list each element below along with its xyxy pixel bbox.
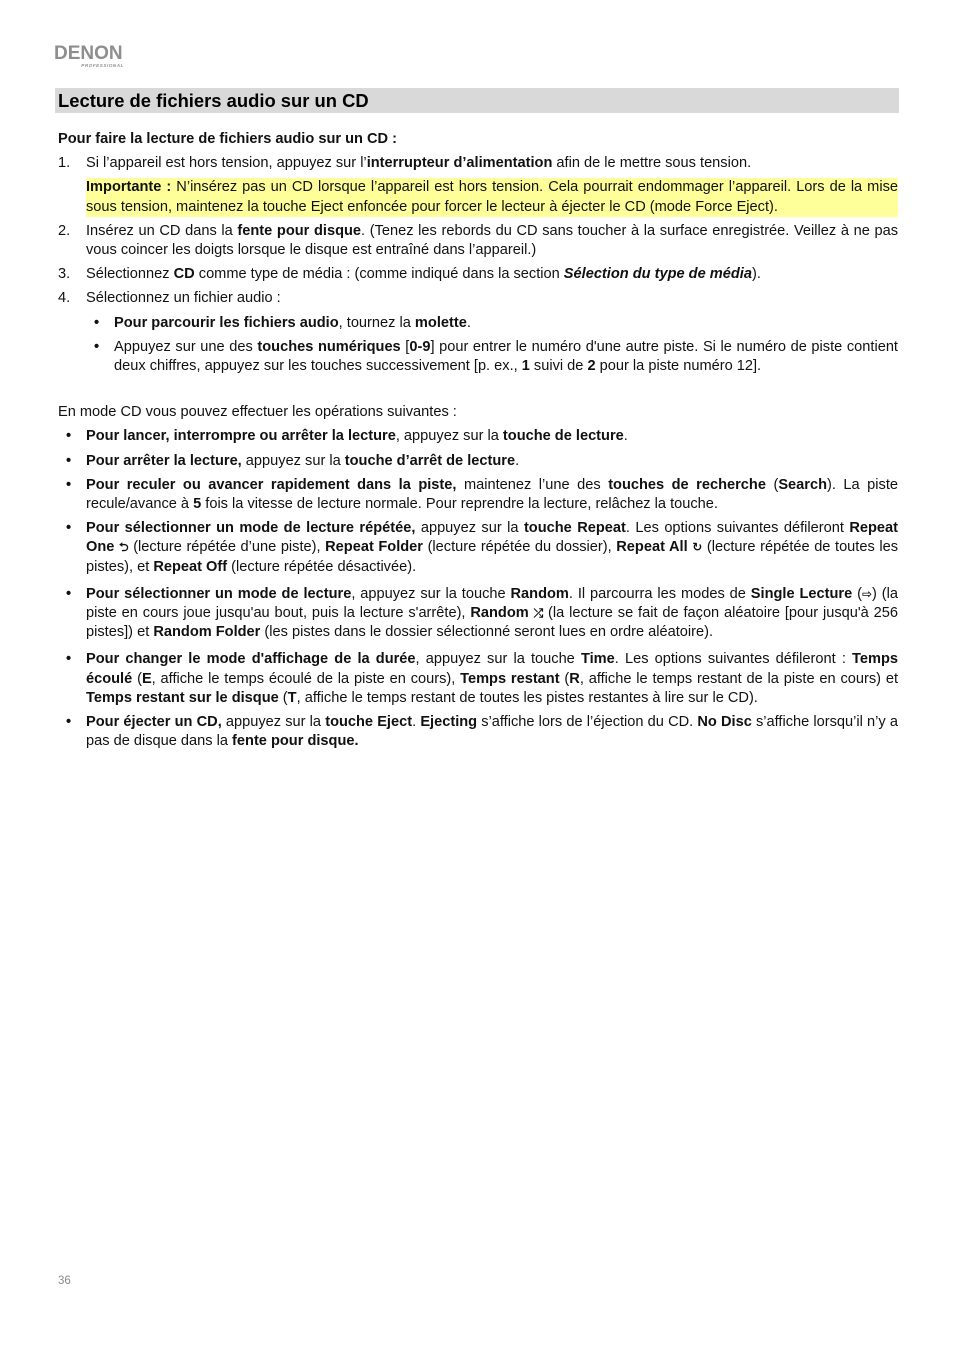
text: (lecture répétée de toutes les pistes), et: [86, 539, 899, 575]
bold-text: Time: [580, 651, 615, 668]
bold-text: Temps écoulé: [86, 651, 899, 687]
bold-text: fente pour disque.: [232, 733, 359, 750]
text: maintenez l’une des: [456, 476, 609, 493]
single-play-icon: ⇨: [861, 586, 873, 601]
bullet: •: [66, 452, 72, 469]
op-random: [58, 585, 898, 643]
bold-text: T: [287, 689, 297, 706]
bold-text: Temps restant: [460, 670, 560, 687]
bold-text: Random Folder: [153, 624, 261, 641]
text: .: [466, 314, 471, 331]
text: ).: [751, 266, 761, 283]
important-note: [86, 178, 898, 216]
text: [: [400, 338, 410, 355]
bold-text: CD: [173, 266, 195, 283]
bold-text: Pour sélectionner un mode de lecture: [86, 585, 352, 602]
text: .: [412, 714, 421, 731]
step-4-sub-list: [86, 314, 898, 377]
text: (lecture répétée du dossier),: [422, 539, 617, 556]
repeat-one-icon: ⮌: [118, 540, 129, 555]
text: , affiche le temps écoulé de la piste en cours),: [151, 670, 461, 687]
bold-text: Search: [778, 476, 828, 493]
text: ] pour entrer le numéro d'une autre piste. Si le numéro de piste contient deux chiffres, appuyez sur les touches successivement [p. ex.,: [114, 338, 898, 375]
text: (: [559, 670, 570, 687]
bold-text: Pour parcourir les fichiers audio: [114, 314, 339, 331]
bold-text: Repeat All: [616, 539, 688, 556]
text: (lecture répétée désactivée).: [227, 558, 417, 575]
bullet: •: [66, 585, 72, 602]
bold-text: touches de recherche: [608, 476, 766, 493]
bold-text: Random: [510, 585, 569, 602]
bold-text: Pour lancer, interrompre ou arrêter la lecture: [86, 428, 396, 445]
bold-text: touche Eject: [325, 714, 413, 731]
bold-text: touche d’arrêt de lecture: [344, 452, 516, 469]
page-number: 36: [58, 1275, 71, 1287]
text: appuyez sur la: [241, 452, 345, 469]
text: (: [132, 670, 142, 687]
bold-text: Ejecting: [420, 714, 478, 731]
bold-text: Pour éjecter un CD,: [86, 714, 222, 731]
text: . Les options suivantes défileront :: [614, 651, 853, 668]
text: . Il parcourra les modes de: [568, 585, 751, 602]
text: s’affiche lorsqu’il n’y a pas de disque dans la: [86, 714, 898, 750]
repeat-all-icon: ↻: [692, 540, 703, 555]
text: (la lecture se fait de façon aléatoire [pour jusqu'à 256 pistes]) et: [86, 605, 898, 641]
bold-text: Repeat One: [86, 520, 899, 556]
section-reference: Sélection du type de média: [563, 266, 752, 283]
text: .: [623, 428, 628, 445]
text: appuyez sur la: [221, 714, 326, 731]
text: Si l’appareil est hors tension, appuyez sur l’: [86, 155, 367, 172]
text: ) (la piste en cours joue jusqu'au bout, puis la lecture s'arrête),: [86, 585, 898, 622]
cd-mode-intro: En mode CD vous pouvez effectuer les opérations suivantes :: [58, 404, 457, 421]
bold-text: fente pour disque: [237, 222, 362, 239]
text: Sélectionnez: [86, 266, 174, 283]
step-number: 3.: [58, 266, 71, 283]
bold-text: Single Lecture: [750, 585, 853, 602]
op-repeat: [58, 519, 898, 577]
section-title-bar: [55, 88, 899, 113]
text: .: [515, 452, 520, 469]
text: (: [765, 476, 779, 493]
shuffle-icon: ⤮: [533, 606, 544, 621]
text: , appuyez sur la: [395, 428, 503, 445]
text: afin de le mettre sous tension.: [552, 155, 752, 172]
bold-text: R: [569, 670, 580, 687]
bold-text: 1: [521, 358, 530, 375]
text: . Les options suivantes défileront: [625, 520, 850, 537]
text: , affiche le temps restant de la piste en cours) et: [579, 670, 899, 687]
text: s’affiche lors de l’éjection du CD.: [477, 714, 698, 731]
text: suivi de: [529, 358, 588, 375]
bold-text: Pour arrêter la lecture,: [86, 452, 242, 469]
bullet: •: [66, 428, 72, 445]
bold-text: E: [141, 670, 152, 687]
bullet: •: [66, 476, 72, 493]
text: (les pistes dans le dossier sélectionné seront lues en ordre aléatoire).: [260, 624, 714, 641]
bold-text: Pour changer le mode d'affichage de la durée: [86, 651, 416, 668]
important-label: Importante :: [86, 179, 172, 196]
bold-text: No Disc: [697, 714, 752, 731]
page-content: [58, 130, 898, 751]
text: pour la piste numéro 12].: [595, 358, 762, 375]
text: . (Tenez les rebords du CD sans toucher à la surface enregistrée. Veillez à ne pas vous coincer les doigts lorsque le disque est entraîné dans l’appareil.): [86, 222, 898, 259]
bold-text: 2: [587, 358, 596, 375]
bullet: •: [94, 338, 100, 355]
bold-text: interrupteur d’alimentation: [366, 155, 553, 172]
text: Insérez un CD dans la: [86, 222, 238, 239]
bullet: •: [66, 520, 72, 537]
op-stop: [58, 452, 898, 471]
text: fois la vitesse de lecture normale. Pour reprendre la lecture, relâchez la touche.: [201, 496, 718, 513]
op-time-display: [58, 650, 898, 708]
text: appuyez sur la: [415, 520, 524, 537]
text: (: [278, 689, 288, 706]
list-item: [86, 338, 898, 376]
text: , affiche le temps restant de toutes les pistes restantes à lire sur le CD).: [296, 689, 758, 706]
step-1: [58, 154, 898, 173]
step-4: [58, 289, 898, 308]
text: comme type de média : (comme indiqué dans la section: [194, 266, 564, 283]
list-item: [86, 314, 898, 333]
text: , appuyez sur la touche: [351, 585, 511, 602]
bullet: •: [94, 314, 100, 331]
bold-text: touches numériques: [257, 338, 401, 355]
bold-text: Pour sélectionner un mode de lecture répétée,: [86, 520, 416, 537]
bold-text: Random: [470, 605, 529, 622]
important-text: N’insérez pas un CD lorsque l’appareil est hors tension. Cela pourrait endommager l’appareil. Lors de la mise sous tension, maintenez la touche Eject enfoncée pour forcer le lecteur à éjecter le CD (mode Force Eject).: [86, 179, 898, 215]
logo-wordmark: DENON: [54, 43, 123, 64]
bold-text: Pour reculer ou avancer rapidement dans la piste,: [86, 476, 457, 493]
text: , appuyez sur la touche: [415, 651, 581, 668]
section-title: Lecture de fichiers audio sur un CD: [58, 90, 369, 111]
bold-text: Repeat Folder: [325, 539, 423, 556]
bold-text: Repeat Off: [153, 558, 228, 575]
bullet: •: [66, 651, 72, 668]
op-search: [58, 476, 898, 514]
logo-subtitle: PROFESSIONAL: [81, 63, 124, 68]
text: (lecture répétée d’une piste),: [128, 539, 326, 556]
text: Sélectionnez un fichier audio :: [86, 290, 281, 307]
bullet: •: [66, 714, 72, 731]
text: Appuyez sur une des: [114, 338, 258, 355]
bold-text: 5: [193, 496, 202, 513]
bold-text: touche de lecture: [502, 428, 624, 445]
op-play-pause: [58, 427, 898, 446]
step-number: 2.: [58, 222, 71, 239]
denon-logo: [54, 44, 134, 72]
op-eject: [58, 713, 898, 751]
step-number: 1.: [58, 155, 71, 172]
bold-text: molette: [414, 314, 467, 331]
step-3: [58, 265, 898, 284]
procedure-heading: Pour faire la lecture de fichiers audio sur un CD :: [58, 131, 397, 147]
text: , tournez la: [338, 314, 415, 331]
text: (: [852, 585, 862, 602]
bold-text: touche Repeat: [523, 520, 626, 537]
step-2: [58, 222, 898, 260]
bold-text: Temps restant sur le disque: [86, 689, 279, 706]
text: ). La piste recule/avance à: [86, 476, 898, 513]
bold-text: 0-9: [409, 338, 431, 355]
step-number: 4.: [58, 290, 71, 307]
